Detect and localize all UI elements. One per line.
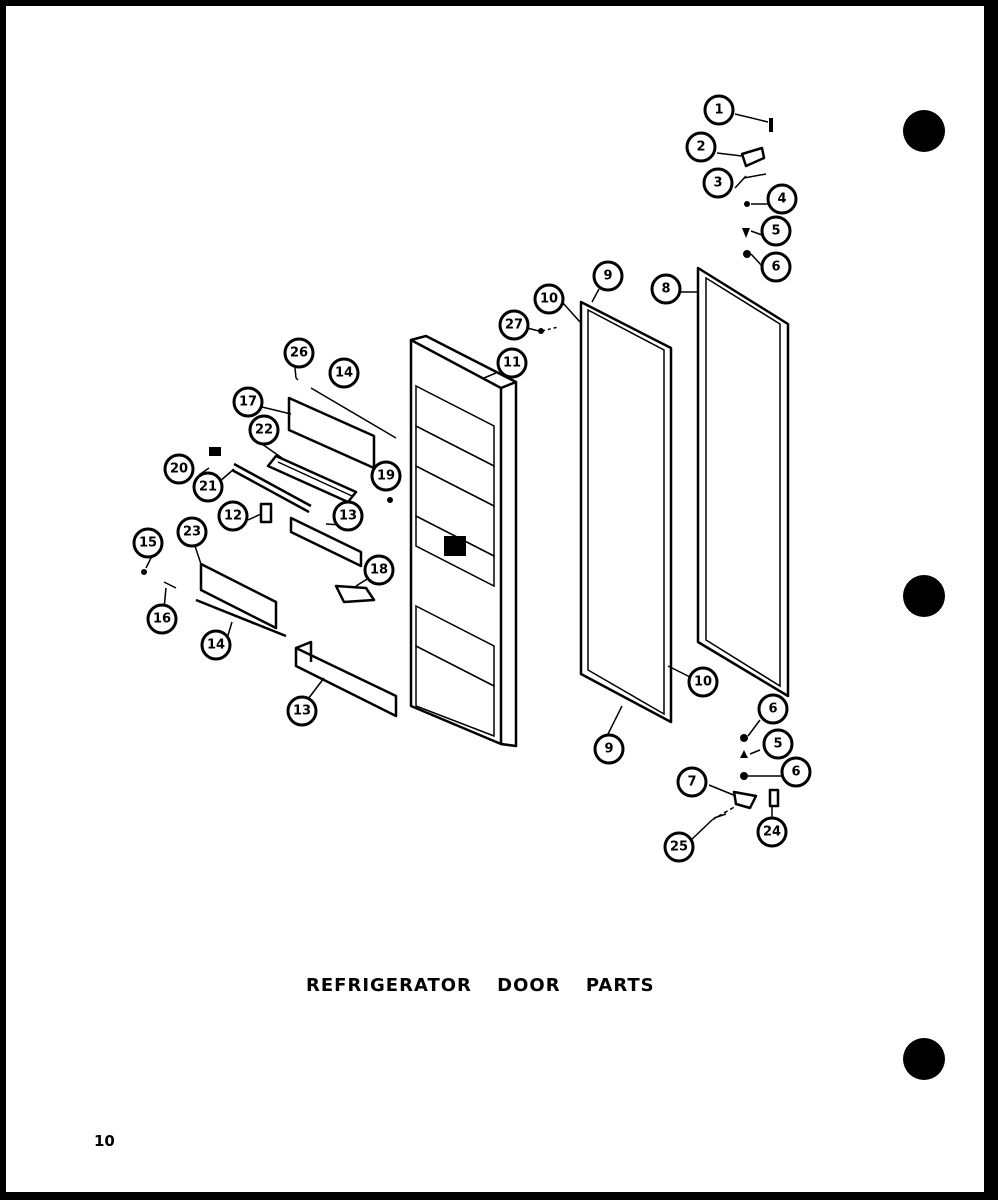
door-panel-inner — [581, 302, 671, 722]
callout-9 — [594, 262, 622, 290]
diagram-title: REFRIGERATOR DOOR PARTS — [306, 975, 655, 996]
callout-13 — [334, 502, 362, 530]
svg-text:9: 9 — [604, 741, 614, 757]
svg-text:24: 24 — [762, 824, 782, 840]
callout-10 — [689, 668, 717, 696]
svg-text:7: 7 — [687, 774, 697, 790]
svg-text:8: 8 — [661, 281, 671, 297]
callout-25 — [665, 833, 693, 861]
callout-24 — [758, 818, 786, 846]
svg-text:27: 27 — [504, 317, 524, 333]
door-gasket-outer — [698, 268, 788, 696]
svg-text:13: 13 — [292, 703, 312, 719]
svg-text:14: 14 — [334, 365, 354, 381]
callout-6 — [759, 695, 787, 723]
svg-text:6: 6 — [791, 764, 801, 780]
svg-text:13: 13 — [338, 508, 358, 524]
callout-17 — [234, 388, 262, 416]
callout-14 — [330, 359, 358, 387]
callout-21 — [194, 473, 222, 501]
svg-text:2: 2 — [696, 139, 706, 155]
callout-11 — [498, 349, 526, 377]
svg-text:16: 16 — [152, 611, 172, 627]
callout-5 — [762, 217, 790, 245]
callout-20 — [165, 455, 193, 483]
svg-text:14: 14 — [206, 637, 226, 653]
callout-26 — [285, 339, 313, 367]
callout-16 — [148, 605, 176, 633]
svg-text:5: 5 — [771, 223, 781, 239]
svg-text:10: 10 — [693, 674, 713, 690]
small-tray — [336, 586, 374, 602]
egg-tray — [268, 456, 356, 502]
svg-text:10: 10 — [539, 291, 559, 307]
shelf-upper — [289, 378, 396, 468]
svg-text:23: 23 — [182, 524, 202, 540]
callout-12 — [219, 502, 247, 530]
callout-14 — [202, 631, 230, 659]
page-number: 10 — [94, 1132, 115, 1150]
callout-10 — [535, 285, 563, 313]
svg-text:1: 1 — [714, 102, 724, 118]
svg-text:26: 26 — [289, 345, 309, 361]
callout-23 — [178, 518, 206, 546]
hardware — [138, 118, 781, 818]
svg-text:11: 11 — [502, 355, 522, 371]
callout-19 — [372, 462, 400, 490]
svg-text:12: 12 — [223, 508, 243, 524]
leader-lines — [146, 114, 782, 842]
svg-text:17: 17 — [238, 394, 258, 410]
door-liner — [411, 336, 516, 746]
svg-text:20: 20 — [169, 461, 189, 477]
svg-text:25: 25 — [669, 839, 689, 855]
parts-sheet — [6, 6, 984, 1192]
callout-6 — [762, 253, 790, 281]
svg-text:9: 9 — [603, 268, 613, 284]
callout-5 — [764, 730, 792, 758]
callout-4 — [768, 185, 796, 213]
callout-6 — [782, 758, 810, 786]
svg-text:19: 19 — [376, 468, 396, 484]
callout-3 — [704, 169, 732, 197]
svg-text:15: 15 — [138, 535, 158, 551]
callout-27 — [500, 311, 528, 339]
callout-13 — [288, 697, 316, 725]
svg-text:21: 21 — [198, 479, 218, 495]
svg-text:4: 4 — [777, 191, 787, 207]
callout-15 — [134, 529, 162, 557]
exploded-parts-diagram — [6, 6, 984, 1192]
svg-text:6: 6 — [771, 259, 781, 275]
callout-7 — [678, 768, 706, 796]
svg-text:3: 3 — [713, 175, 723, 191]
svg-text:5: 5 — [773, 736, 783, 752]
svg-text:18: 18 — [369, 562, 389, 578]
svg-text:22: 22 — [254, 422, 274, 438]
svg-text:6: 6 — [768, 701, 778, 717]
callout-2 — [687, 133, 715, 161]
callout-1 — [705, 96, 733, 124]
callout-9 — [595, 735, 623, 763]
callout-22 — [250, 416, 278, 444]
callout-18 — [365, 556, 393, 584]
bracket — [261, 504, 271, 522]
callout-8 — [652, 275, 680, 303]
shelf-lower — [196, 564, 286, 636]
